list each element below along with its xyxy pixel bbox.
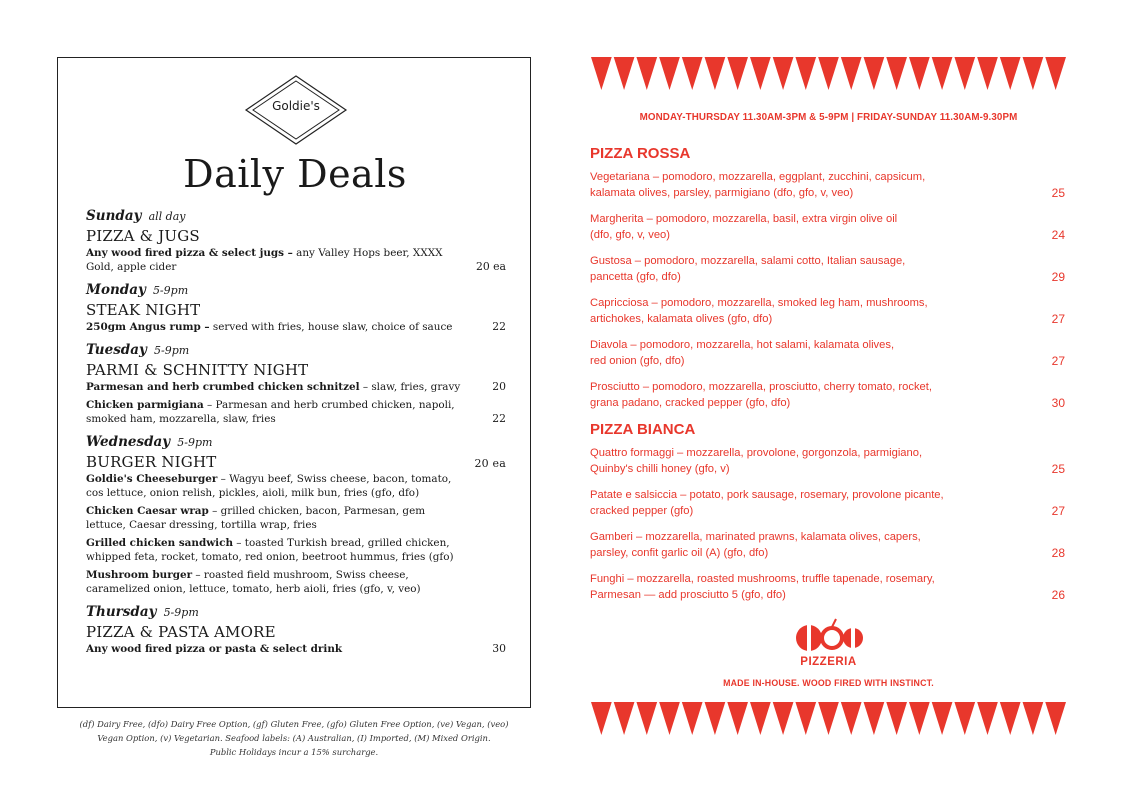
bunting-flag <box>750 57 771 90</box>
menu-item <box>86 642 506 656</box>
pizza-line: Gamberi – mozzarella, marinated prawns, kalamata olives, capers, <box>590 531 921 543</box>
footnote-line: (df) Dairy Free, (dfo) Dairy Free Option, (gf) Gluten Free, (gfo) Gluten Free Option, (ve) Vegan, (veo) <box>79 719 509 729</box>
deal-title: PIZZA & JUGS <box>86 227 200 245</box>
bunting-flag <box>773 702 794 735</box>
pizza-item <box>590 253 1067 285</box>
item-name: Goldie's Cheeseburger <box>86 473 218 485</box>
menu-item <box>86 246 506 274</box>
page-title: Daily Deals <box>183 152 407 196</box>
item-detail: any Valley Hops beer, XXXX Gold, apple cider <box>86 247 443 273</box>
day-block <box>86 604 506 656</box>
pizza-description <box>590 337 990 369</box>
item-detail: – grilled chicken, bacon, Parmesan, gem lettuce, Caesar dressing, tortilla wrap, fries <box>86 505 426 531</box>
pizzeria-logo-icon <box>794 614 864 654</box>
bunting-flag <box>659 57 680 90</box>
deal-name <box>86 301 506 319</box>
pizza-description <box>590 529 990 561</box>
item-name: Mushroom burger <box>86 569 193 581</box>
bunting-flag <box>818 57 839 90</box>
brand-name: PIZZERIA <box>800 656 857 668</box>
pizza-description <box>590 445 990 477</box>
logo-text: Goldie's <box>272 99 320 113</box>
day-time: 5-9pm <box>163 606 199 619</box>
item-detail: – toasted Turkish bread, grilled chicken, whipped feta, rocket, tomato, red onion, beetroot hummus, fries (gfo) <box>86 537 454 563</box>
day-name: Tuesday <box>86 342 147 358</box>
pizza-line: Quattro formaggi – mozzarella, provolone, gorgonzola, parmigiano, <box>590 447 923 459</box>
item-price: 22 <box>492 320 506 333</box>
item-name: Chicken Caesar wrap <box>86 505 209 517</box>
bunting-flag <box>1023 57 1044 90</box>
bunting-flag <box>977 57 998 90</box>
day-time: 5-9pm <box>153 344 190 357</box>
brand-tagline: MADE IN-HOUSE. WOOD FIRED WITH INSTINCT. <box>723 678 934 688</box>
daily-deals-panel <box>57 57 531 708</box>
footnote-line: Vegan Option, (v) Vegetarian. Seafood labels: (A) Australian, (I) Imported, (M) Mixed Origin. <box>97 733 491 743</box>
bunting-flag <box>841 702 862 735</box>
deal-name <box>86 623 506 641</box>
item-name: Any wood fired pizza or pasta & select drink <box>86 643 343 655</box>
item-name: 250gm Angus rump – <box>86 321 210 333</box>
bunting-flag <box>909 702 930 735</box>
day-heading <box>86 282 506 298</box>
pizza-line: Patate e salsiccia – potato, pork sausage, rosemary, provolone picante, <box>590 489 944 501</box>
deal-title: BURGER NIGHT <box>86 453 217 471</box>
pizza-description <box>590 211 990 243</box>
item-description <box>86 320 464 334</box>
pizza-description <box>590 487 990 519</box>
bunting-flag <box>954 57 975 90</box>
pizza-price: 30 <box>1051 396 1065 410</box>
pizza-line: red onion (gfo, dfo) <box>590 355 685 367</box>
bunting-flag <box>614 57 635 90</box>
bunting-flag <box>1023 702 1044 735</box>
bunting-bottom <box>590 702 1067 735</box>
bunting-flag <box>977 702 998 735</box>
pizza-price: 24 <box>1051 228 1065 242</box>
menu-item <box>86 568 506 596</box>
pizza-description <box>590 253 990 285</box>
bunting-flag <box>727 702 748 735</box>
bunting-flag <box>591 57 612 90</box>
pizza-line: grana padano, cracked pepper (gfo, dfo) <box>590 397 791 409</box>
pizza-price: 27 <box>1051 504 1065 518</box>
day-time: all day <box>148 210 186 223</box>
item-detail: served with fries, house slaw, choice of sauce <box>209 321 453 333</box>
pizza-description <box>590 571 990 603</box>
pizza-rossa-section <box>590 145 1067 421</box>
pizza-line: Quinby's chilli honey (gfo, v) <box>590 463 730 475</box>
deal-title: STEAK NIGHT <box>86 301 201 319</box>
bunting-flag <box>682 702 703 735</box>
pizza-item <box>590 571 1067 603</box>
bunting-flag <box>886 702 907 735</box>
bunting-flag <box>795 57 816 90</box>
bunting-flag <box>636 702 657 735</box>
item-price: 20 ea <box>476 260 506 273</box>
day-block <box>86 208 506 274</box>
item-name: Parmesan and herb crumbed chicken schnitzel <box>86 381 360 393</box>
bunting-flag <box>614 702 635 735</box>
day-time: 5-9pm <box>152 284 189 297</box>
pizza-bianca-section <box>590 421 1067 613</box>
day-heading <box>86 434 506 450</box>
day-heading <box>86 604 506 620</box>
day-name: Wednesday <box>86 434 171 450</box>
day-name: Thursday <box>86 604 157 620</box>
pizza-line: cracked pepper (gfo) <box>590 505 694 517</box>
bunting-flag <box>909 57 930 90</box>
item-description <box>86 380 464 394</box>
pizza-price: 29 <box>1051 270 1065 284</box>
pizza-line: (dfo, gfo, v, veo) <box>590 229 671 241</box>
deal-title: PIZZA & PASTA AMORE <box>86 623 276 641</box>
item-description <box>86 246 464 274</box>
bunting-flag <box>705 57 726 90</box>
menu-item <box>86 398 506 426</box>
pizza-item <box>590 379 1067 411</box>
pizza-price: 28 <box>1051 546 1065 560</box>
pizza-line: Parmesan — add prosciutto 5 (gfo, dfo) <box>590 589 786 601</box>
dietary-footnote <box>57 717 531 759</box>
item-detail: – roasted field mushroom, Swiss cheese, caramelized onion, lettuce, tomato, herb aioli, fries (gfo, v, veo) <box>86 569 421 595</box>
bunting-flag <box>1045 702 1066 735</box>
item-price: 20 <box>492 380 506 393</box>
item-name: Any wood fired pizza & select jugs – <box>86 247 293 259</box>
bunting-flag <box>841 57 862 90</box>
pizza-item <box>590 445 1067 477</box>
pizzeria-menu <box>590 57 1067 737</box>
bunting-top <box>590 57 1067 90</box>
bunting-flag <box>864 702 885 735</box>
item-name: Chicken parmigiana <box>86 399 204 411</box>
pizza-price: 27 <box>1051 354 1065 368</box>
opening-hours: MONDAY-THURSDAY 11.30AM-3PM & 5-9PM | FRIDAY-SUNDAY 11.30AM-9.30PM <box>639 112 1018 123</box>
bunting-flag <box>795 702 816 735</box>
pizza-item <box>590 211 1067 243</box>
item-description <box>86 568 464 596</box>
deal-title: PARMI & SCHNITTY NIGHT <box>86 361 309 379</box>
pizza-line: Diavola – pomodoro, mozzarella, hot salami, kalamata olives, <box>590 339 895 351</box>
bunting-flag <box>705 702 726 735</box>
pizza-line: Margherita – pomodoro, mozzarella, basil, extra virgin olive oil <box>590 213 898 225</box>
footnote-line: Public Holidays incur a 15% surcharge. <box>209 747 379 757</box>
pizza-item <box>590 529 1067 561</box>
item-description <box>86 536 464 564</box>
bunting-flag <box>932 702 953 735</box>
day-block <box>86 282 506 334</box>
menu-item <box>86 536 506 564</box>
item-description <box>86 504 464 532</box>
menu-item <box>86 504 506 532</box>
bunting-flag <box>932 57 953 90</box>
bunting-flag <box>750 702 771 735</box>
bunting-flag <box>636 57 657 90</box>
bunting-flag <box>659 702 680 735</box>
bunting-flag <box>954 702 975 735</box>
deal-name <box>86 361 506 379</box>
deal-name <box>86 227 506 245</box>
day-block <box>86 434 506 596</box>
pizza-item <box>590 487 1067 519</box>
item-price: 30 <box>492 642 506 655</box>
item-detail: – Parmesan and herb crumbed chicken, napoli, smoked ham, mozzarella, slaw, fries <box>86 399 455 425</box>
menu-item <box>86 472 506 500</box>
menu-item <box>86 320 506 334</box>
pizza-item <box>590 295 1067 327</box>
pizza-line: Funghi – mozzarella, roasted mushrooms, truffle tapenade, rosemary, <box>590 573 935 585</box>
bunting-flag <box>1000 57 1021 90</box>
item-description <box>86 642 464 656</box>
day-name: Monday <box>86 282 146 298</box>
section-title: PIZZA ROSSA <box>590 145 691 162</box>
menu-item <box>86 380 506 394</box>
bunting-flag <box>1045 57 1066 90</box>
bunting-flag <box>1000 702 1021 735</box>
day-heading <box>86 208 506 224</box>
pizza-line: parsley, confit garlic oil (A) (gfo, dfo) <box>590 547 769 559</box>
day-block <box>86 342 506 426</box>
pizza-description <box>590 295 990 327</box>
day-time: 5-9pm <box>177 436 213 449</box>
section-title: PIZZA BIANCA <box>590 421 696 438</box>
pizza-price: 25 <box>1051 462 1065 476</box>
bunting-flag <box>864 57 885 90</box>
pizza-line: artichokes, kalamata olives (gfo, dfo) <box>590 313 773 325</box>
days-list <box>86 208 506 664</box>
item-name: Grilled chicken sandwich <box>86 537 233 549</box>
item-detail: – Wagyu beef, Swiss cheese, bacon, tomato, cos lettuce, onion relish, pickles, aioli, milk bun, fries (gfo, dfo) <box>86 473 452 499</box>
pizza-description <box>590 169 990 201</box>
bunting-flag <box>727 57 748 90</box>
bunting-flag <box>773 57 794 90</box>
pizzeria-brand <box>590 614 1067 688</box>
item-detail: – slaw, fries, gravy <box>359 381 461 393</box>
pizza-line: Prosciutto – pomodoro, mozzarella, prosciutto, cherry tomato, rocket, <box>590 381 932 393</box>
pizza-description <box>590 379 990 411</box>
pizza-price: 27 <box>1051 312 1065 326</box>
goldies-logo <box>242 74 350 146</box>
pizza-line: Vegetariana – pomodoro, mozzarella, eggplant, zucchini, capsicum, <box>590 171 926 183</box>
pizza-price: 26 <box>1051 588 1065 602</box>
day-heading <box>86 342 506 358</box>
pizza-line: Capricciosa – pomodoro, mozzarella, smoked leg ham, mushrooms, <box>590 297 928 309</box>
item-description <box>86 472 464 500</box>
pizza-line: pancetta (gfo, dfo) <box>590 271 681 283</box>
bunting-flag <box>591 702 612 735</box>
bunting-flag <box>818 702 839 735</box>
item-description <box>86 398 464 426</box>
pizza-price: 25 <box>1051 186 1065 200</box>
bunting-flag <box>886 57 907 90</box>
pizza-line: kalamata olives, parsley, parmigiano (dfo, gfo, v, veo) <box>590 187 854 199</box>
item-price: 22 <box>492 412 506 425</box>
deal-price: 20 ea <box>474 457 506 470</box>
deal-name <box>86 453 506 471</box>
bunting-flag <box>682 57 703 90</box>
day-name: Sunday <box>86 208 142 224</box>
pizza-line: Gustosa – pomodoro, mozzarella, salami cotto, Italian sausage, <box>590 255 906 267</box>
pizza-item <box>590 169 1067 201</box>
pizza-item <box>590 337 1067 369</box>
